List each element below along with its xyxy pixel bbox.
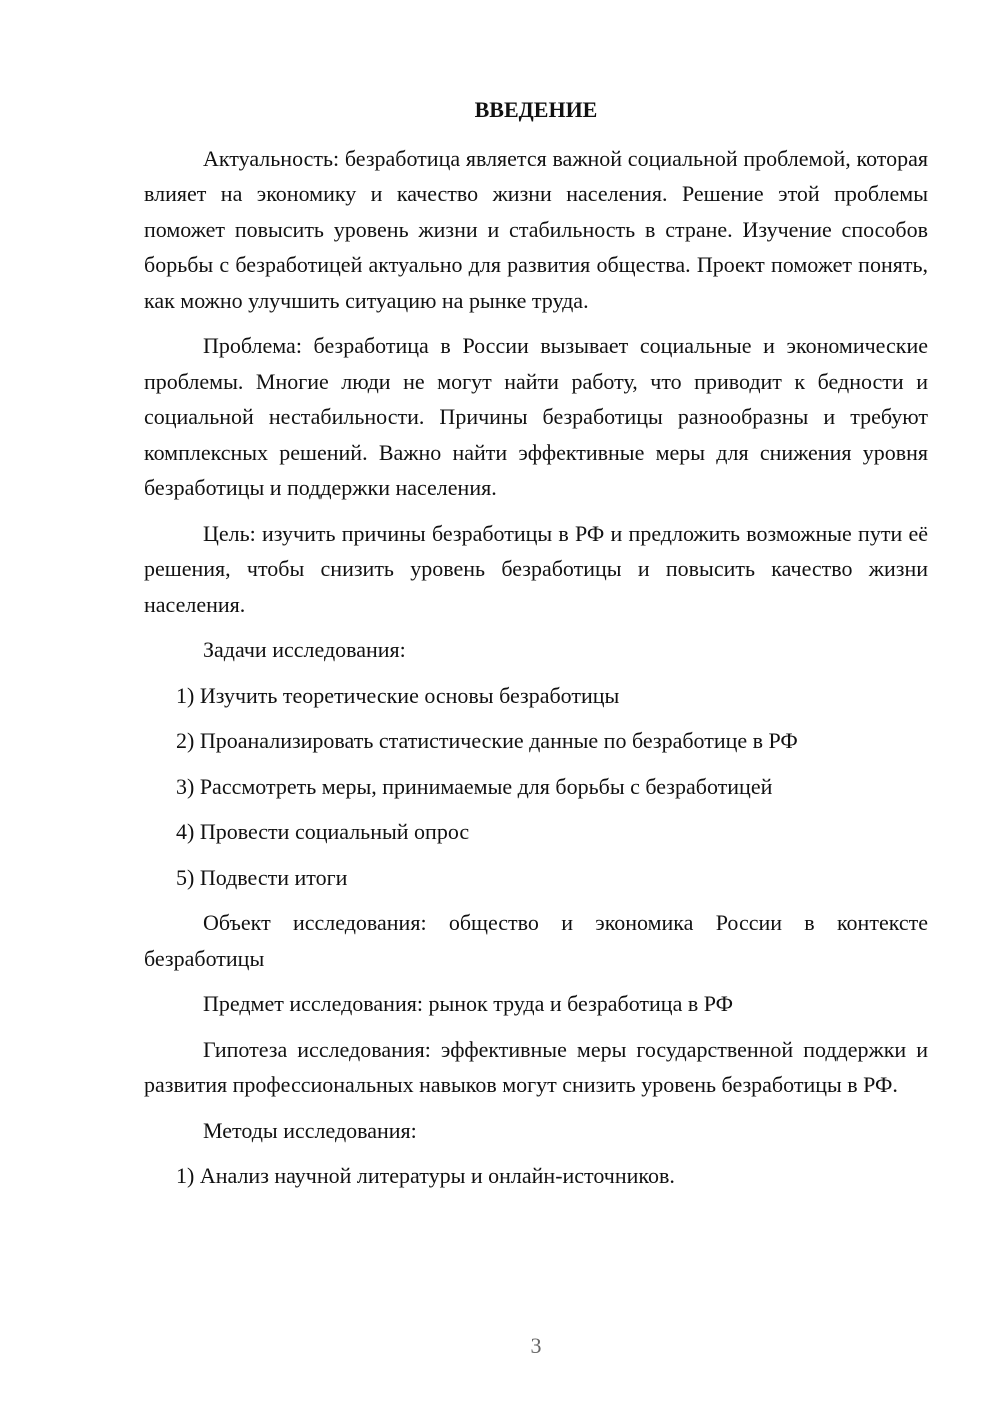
problem-paragraph: Проблема: безработица в России вызывает социальные и экономические проблемы. Многие люди не могут найти работу, что приводит к бедности и социальной нестабильности. Причины безработицы разнообразны и требуют комплексных решений. Важно найти эффективные меры для снижения уровня безработицы и поддержки населения. [144, 333, 928, 500]
task-item: 4) Провести социальный опрос [176, 819, 470, 844]
page-title: ВВЕДЕНИЕ [474, 97, 598, 122]
task-item: 3) Рассмотреть меры, принимаемые для борьбы с безработицей [176, 773, 773, 799]
relevance-paragraph: Актуальность: безработица является важной социальной проблемой, которая влияет на экономику и качество жизни населения. Решение этой проблемы поможет повысить уровень жизни и стабильность в стране. Изучение способов борьбы с безработицей актуально для развития общества. Проект поможет понять, как можно улучшить ситуацию на рынке труда. [144, 145, 928, 313]
page-number: 3 [530, 1333, 542, 1358]
methods-title: Методы исследования: [203, 1117, 417, 1143]
task-item: 2) Проанализировать статистические данные по безработице в РФ [176, 728, 798, 753]
task-item: 1) Изучить теоретические основы безработицы [176, 682, 620, 708]
page-body [144, 92, 928, 1204]
tasks-title: Задачи исследования: [203, 637, 406, 662]
object-paragraph: Объект исследования: общество и экономика России в контексте безработицы [144, 910, 928, 971]
task-item: 5) Подвести итоги [176, 864, 348, 890]
method-item: 1) Анализ научной литературы и онлайн-источников. [176, 1163, 675, 1188]
subject-paragraph: Предмет исследования: рынок труда и безработица в РФ [203, 991, 733, 1016]
hypothesis-paragraph: Гипотеза исследования: эффективные меры государственной поддержки и развития профессиональных навыков могут снизить уровень безработицы в РФ. [144, 1036, 928, 1097]
goal-paragraph: Цель: изучить причины безработицы в РФ и предложить возможные пути её решения, чтобы снизить уровень безработицы и повысить качество жизни населения. [144, 520, 928, 617]
